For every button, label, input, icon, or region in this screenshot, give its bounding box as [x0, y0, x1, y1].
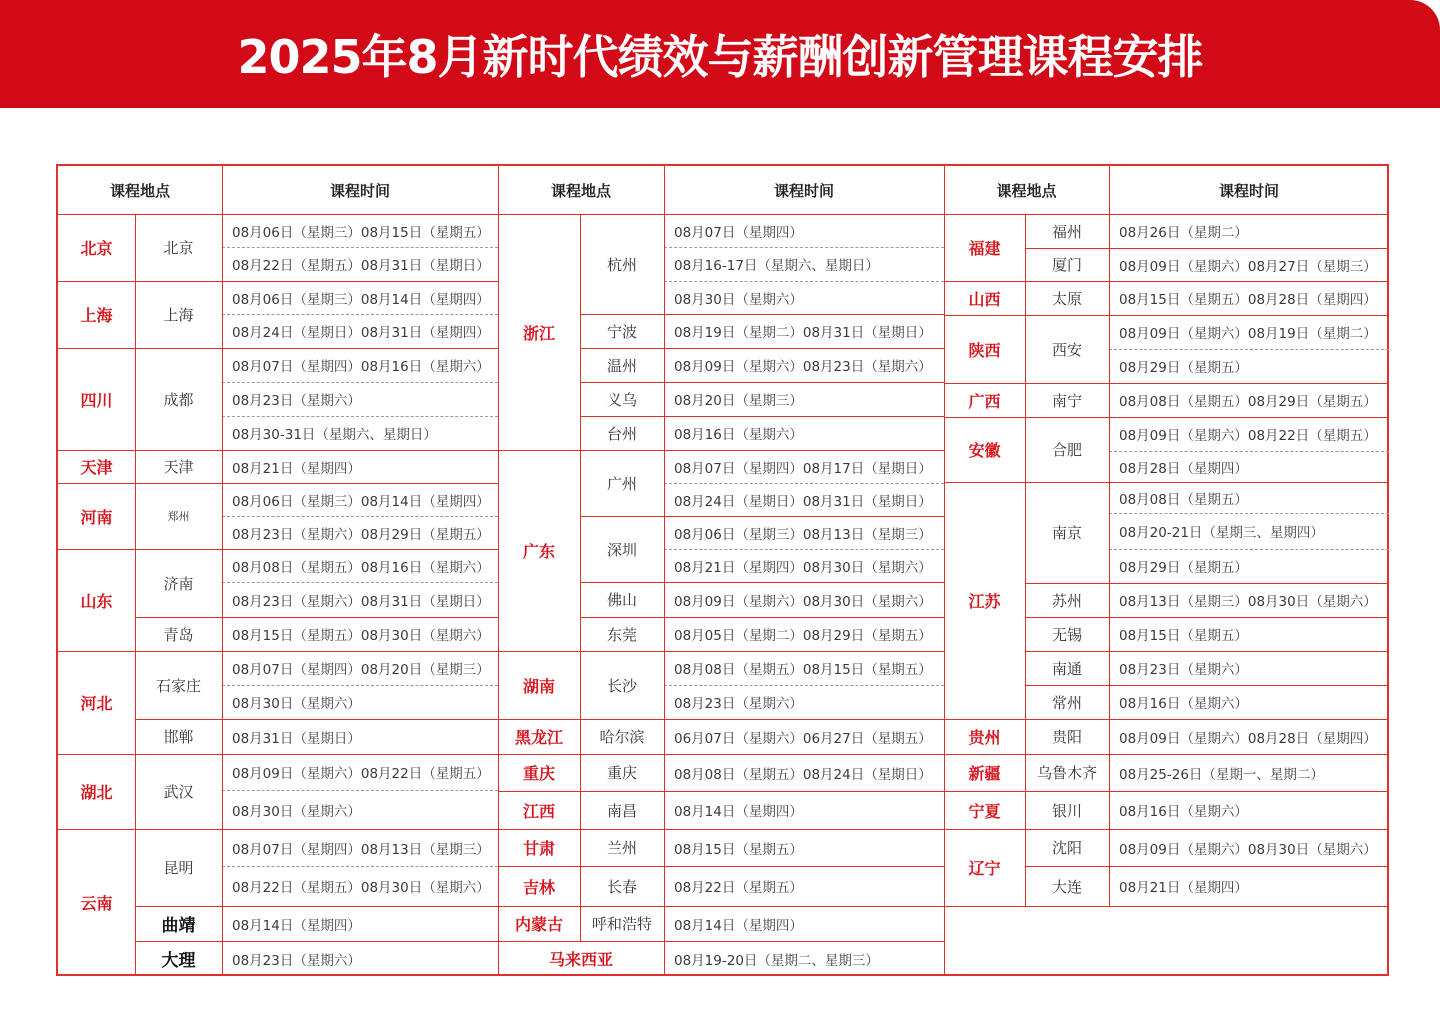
- time-col2-3: 08月19日（星期二）08月31日（星期日）: [674, 325, 932, 341]
- city-col1-9: 武汉: [163, 783, 194, 801]
- city-col2-4: 台州: [606, 424, 637, 443]
- province-col2-7: 吉林: [522, 877, 555, 897]
- header-time-3: 课程时间: [1218, 181, 1279, 200]
- header-time-2: 课程时间: [773, 181, 834, 200]
- header-location-1: 课程地点: [109, 181, 170, 200]
- city-col1-10: 昆明: [163, 859, 194, 877]
- time-col1-10: 08月08日（星期五）08月16日（星期六）: [232, 559, 490, 576]
- province-col1-5: 山东: [80, 591, 113, 611]
- time-col1-5: 08月23日（星期六）: [232, 393, 361, 409]
- province-col1-1: 上海: [80, 306, 113, 325]
- city-col3-11: 贵阳: [1051, 728, 1082, 746]
- header-location-2: 课程地点: [550, 181, 611, 200]
- time-col1-13: 08月07日（星期四）08月20日（星期三）: [232, 662, 490, 678]
- time-col1-12: 08月15日（星期五）08月30日（星期六）: [232, 628, 490, 644]
- province-col3-3: 广西: [968, 391, 1001, 411]
- time-col1-3: 08月24日（星期日）08月31日（星期四）: [232, 325, 490, 341]
- city-col1-12: 大理: [161, 951, 196, 971]
- province-col2-4: 重庆: [522, 764, 555, 783]
- city-col2-10: 哈尔滨: [599, 728, 645, 746]
- province-col1-6: 河北: [80, 694, 113, 713]
- city-col1-7: 石家庄: [155, 676, 201, 695]
- time-col1-2: 08月06日（星期三）08月14日（星期四）: [232, 291, 490, 308]
- city-col3-14: 沈阳: [1051, 839, 1082, 857]
- time-col1-11: 08月23日（星期六）08月31日（星期日）: [232, 593, 490, 610]
- city-col3-15: 大连: [1051, 877, 1082, 896]
- city-col3-3: 西安: [1051, 340, 1082, 359]
- time-col1-0: 08月06日（星期三）08月15日（星期五）: [232, 224, 490, 241]
- province-col3-5: 江苏: [968, 592, 1001, 611]
- time-col1-8: 08月06日（星期三）08月14日（星期四）: [232, 493, 490, 510]
- time-col3-0: 08月26日（星期二）: [1119, 225, 1248, 241]
- city-col2-2: 温州: [606, 356, 637, 375]
- province-col3-0: 福建: [968, 239, 1001, 258]
- time-col2-11: 08月09日（星期六）08月30日（星期六）: [674, 593, 932, 610]
- time-col2-8: 08月24日（星期日）08月31日（星期日）: [674, 493, 932, 510]
- province-col3-7: 新疆: [968, 764, 1001, 783]
- time-col3-13: 08月23日（星期六）: [1119, 662, 1248, 678]
- time-col2-9: 08月06日（星期三）08月13日（星期三）: [674, 526, 932, 543]
- city-col2-7: 佛山: [606, 591, 637, 609]
- time-col3-7: 08月28日（星期四）: [1119, 460, 1248, 477]
- time-col1-9: 08月23日（星期六）08月29日（星期五）: [232, 526, 490, 543]
- city-col3-8: 无锡: [1051, 625, 1082, 644]
- time-col2-19: 08月22日（星期五）: [674, 880, 803, 896]
- time-col3-17: 08月16日（星期六）: [1119, 804, 1248, 820]
- city-col3-1: 厦门: [1051, 256, 1082, 274]
- time-col3-10: 08月29日（星期五）: [1119, 560, 1248, 576]
- province-col2-1: 广东: [522, 542, 555, 561]
- province-col2-6: 甘肃: [522, 839, 555, 858]
- time-col3-11: 08月13日（星期三）08月30日（星期六）: [1119, 594, 1377, 610]
- province-col2-8: 内蒙古: [514, 915, 563, 934]
- province-col1-3: 天津: [80, 458, 113, 477]
- time-col2-10: 08月21日（星期四）08月30日（星期六）: [674, 559, 932, 576]
- time-col3-18: 08月09日（星期六）08月30日（星期六）: [1119, 841, 1377, 858]
- city-col3-9: 南通: [1051, 659, 1082, 678]
- schedule-table: [56, 164, 1389, 976]
- time-col2-6: 08月16日（星期六）: [674, 427, 803, 443]
- page-title: 2025年8月新时代绩效与薪酬创新管理课程安排: [237, 30, 1203, 84]
- city-col2-3: 义乌: [606, 390, 637, 409]
- time-col1-18: 08月07日（星期四）08月13日（星期三）: [232, 841, 490, 858]
- time-col2-16: 08月08日（星期五）08月24日（星期日）: [674, 766, 932, 783]
- time-col2-7: 08月07日（星期四）08月17日（星期日）: [674, 460, 932, 477]
- province-col2-9: 马来西亚: [548, 950, 613, 969]
- province-col1-4: 河南: [80, 507, 113, 527]
- time-col2-18: 08月15日（星期五）: [674, 841, 803, 858]
- time-col2-13: 08月08日（星期五）08月15日（星期五）: [674, 662, 932, 678]
- city-col2-12: 南昌: [606, 801, 637, 820]
- time-col2-14: 08月23日（星期六）: [674, 696, 803, 712]
- city-col3-7: 苏州: [1051, 591, 1082, 610]
- province-col3-2: 陕西: [968, 340, 1001, 360]
- time-col2-21: 08月19-20日（星期二、星期三）: [674, 952, 879, 969]
- city-col2-8: 东莞: [606, 625, 637, 644]
- time-col1-16: 08月09日（星期六）08月22日（星期五）: [232, 766, 490, 782]
- time-col3-9: 08月20-21日（星期三、星期四）: [1119, 525, 1324, 541]
- time-col2-1: 08月16-17日（星期六、星期日）: [674, 258, 879, 274]
- time-col2-5: 08月20日（星期三）: [674, 393, 803, 409]
- city-col1-2: 成都: [163, 390, 194, 409]
- time-col1-7: 08月21日（星期四）: [232, 460, 361, 477]
- time-col3-2: 08月15日（星期五）08月28日（星期四）: [1119, 292, 1377, 308]
- city-col1-8: 邯郸: [163, 728, 194, 746]
- province-col2-5: 江西: [522, 801, 555, 821]
- province-col1-0: 北京: [80, 239, 113, 258]
- city-col3-6: 南京: [1051, 524, 1082, 542]
- city-col2-15: 呼和浩特: [591, 915, 652, 933]
- time-col3-1: 08月09日（星期六）08月27日（星期三）: [1119, 258, 1377, 275]
- time-col1-14: 08月30日（星期六）: [232, 696, 361, 712]
- city-col1-1: 上海: [163, 306, 194, 324]
- city-col2-11: 重庆: [606, 764, 637, 782]
- time-col3-5: 08月08日（星期五）08月29日（星期五）: [1119, 394, 1377, 410]
- province-col3-4: 安徽: [968, 441, 1001, 460]
- city-col2-13: 兰州: [606, 839, 637, 857]
- time-col1-15: 08月31日（星期日）: [232, 730, 361, 747]
- province-col3-1: 山西: [968, 289, 1001, 309]
- time-col3-15: 08月09日（星期六）08月28日（星期四）: [1119, 730, 1377, 747]
- time-col1-1: 08月22日（星期五）08月31日（星期日）: [232, 258, 490, 274]
- time-col3-4: 08月29日（星期五）: [1119, 360, 1248, 376]
- time-col1-17: 08月30日（星期六）: [232, 803, 361, 820]
- province-col2-2: 湖南: [522, 676, 555, 696]
- time-col3-6: 08月09日（星期六）08月22日（星期五）: [1119, 428, 1377, 444]
- province-col1-8: 云南: [80, 894, 113, 913]
- time-col1-20: 08月14日（星期四）: [232, 917, 361, 934]
- city-col3-12: 乌鲁木齐: [1036, 764, 1097, 782]
- province-col2-3: 黑龙江: [514, 728, 563, 747]
- time-col2-0: 08月07日（星期四）: [674, 224, 803, 241]
- city-col3-13: 银川: [1051, 801, 1082, 820]
- province-col1-7: 湖北: [80, 783, 113, 802]
- city-col2-1: 宁波: [606, 322, 637, 341]
- province-col3-6: 贵州: [968, 728, 1001, 747]
- city-col3-4: 南宁: [1051, 391, 1082, 410]
- city-col3-10: 常州: [1051, 693, 1082, 712]
- time-col3-19: 08月21日（星期四）: [1119, 880, 1248, 896]
- city-col2-0: 杭州: [606, 255, 637, 274]
- time-col1-21: 08月23日（星期六）: [232, 952, 361, 969]
- city-col3-2: 太原: [1051, 289, 1082, 308]
- time-col1-4: 08月07日（星期四）08月16日（星期六）: [232, 359, 490, 375]
- time-col2-2: 08月30日（星期六）: [674, 291, 803, 308]
- time-col3-12: 08月15日（星期五）: [1119, 628, 1248, 644]
- time-col2-4: 08月09日（星期六）08月23日（星期六）: [674, 359, 932, 375]
- province-col3-9: 辽宁: [968, 859, 1001, 878]
- city-col2-9: 长沙: [606, 676, 637, 695]
- time-col1-6: 08月30-31日（星期六、星期日）: [232, 427, 437, 443]
- city-col2-14: 长春: [606, 877, 637, 896]
- title-banner: [0, 0, 1440, 108]
- time-col2-17: 08月14日（星期四）: [674, 804, 803, 820]
- time-col1-19: 08月22日（星期五）08月30日（星期六）: [232, 880, 490, 896]
- city-col1-11: 曲靖: [161, 916, 196, 936]
- time-col3-3: 08月09日（星期六）08月19日（星期二）: [1119, 326, 1377, 342]
- city-col2-6: 深圳: [606, 540, 637, 559]
- city-col2-5: 广州: [606, 474, 637, 493]
- time-col3-16: 08月25-26日（星期一、星期二）: [1119, 766, 1324, 783]
- province-col2-0: 浙江: [522, 323, 555, 343]
- city-col1-5: 济南: [163, 574, 194, 593]
- city-col1-4: 郑州: [167, 510, 190, 523]
- city-col3-0: 福州: [1051, 222, 1082, 241]
- header-time-1: 课程时间: [329, 181, 390, 200]
- city-col3-5: 合肥: [1051, 441, 1082, 459]
- time-col2-15: 06月07日（星期六）06月27日（星期五）: [674, 730, 932, 747]
- time-col2-12: 08月05日（星期二）08月29日（星期五）: [674, 628, 932, 644]
- time-col2-20: 08月14日（星期四）: [674, 917, 803, 934]
- time-col3-8: 08月08日（星期五）: [1119, 491, 1248, 508]
- time-col3-14: 08月16日（星期六）: [1119, 696, 1248, 712]
- header-location-3: 课程地点: [996, 181, 1057, 200]
- city-col1-3: 天津: [163, 458, 194, 476]
- city-col1-6: 青岛: [163, 625, 194, 644]
- province-col1-2: 四川: [80, 390, 113, 410]
- city-col1-0: 北京: [163, 239, 194, 257]
- province-col3-8: 宁夏: [968, 801, 1001, 821]
